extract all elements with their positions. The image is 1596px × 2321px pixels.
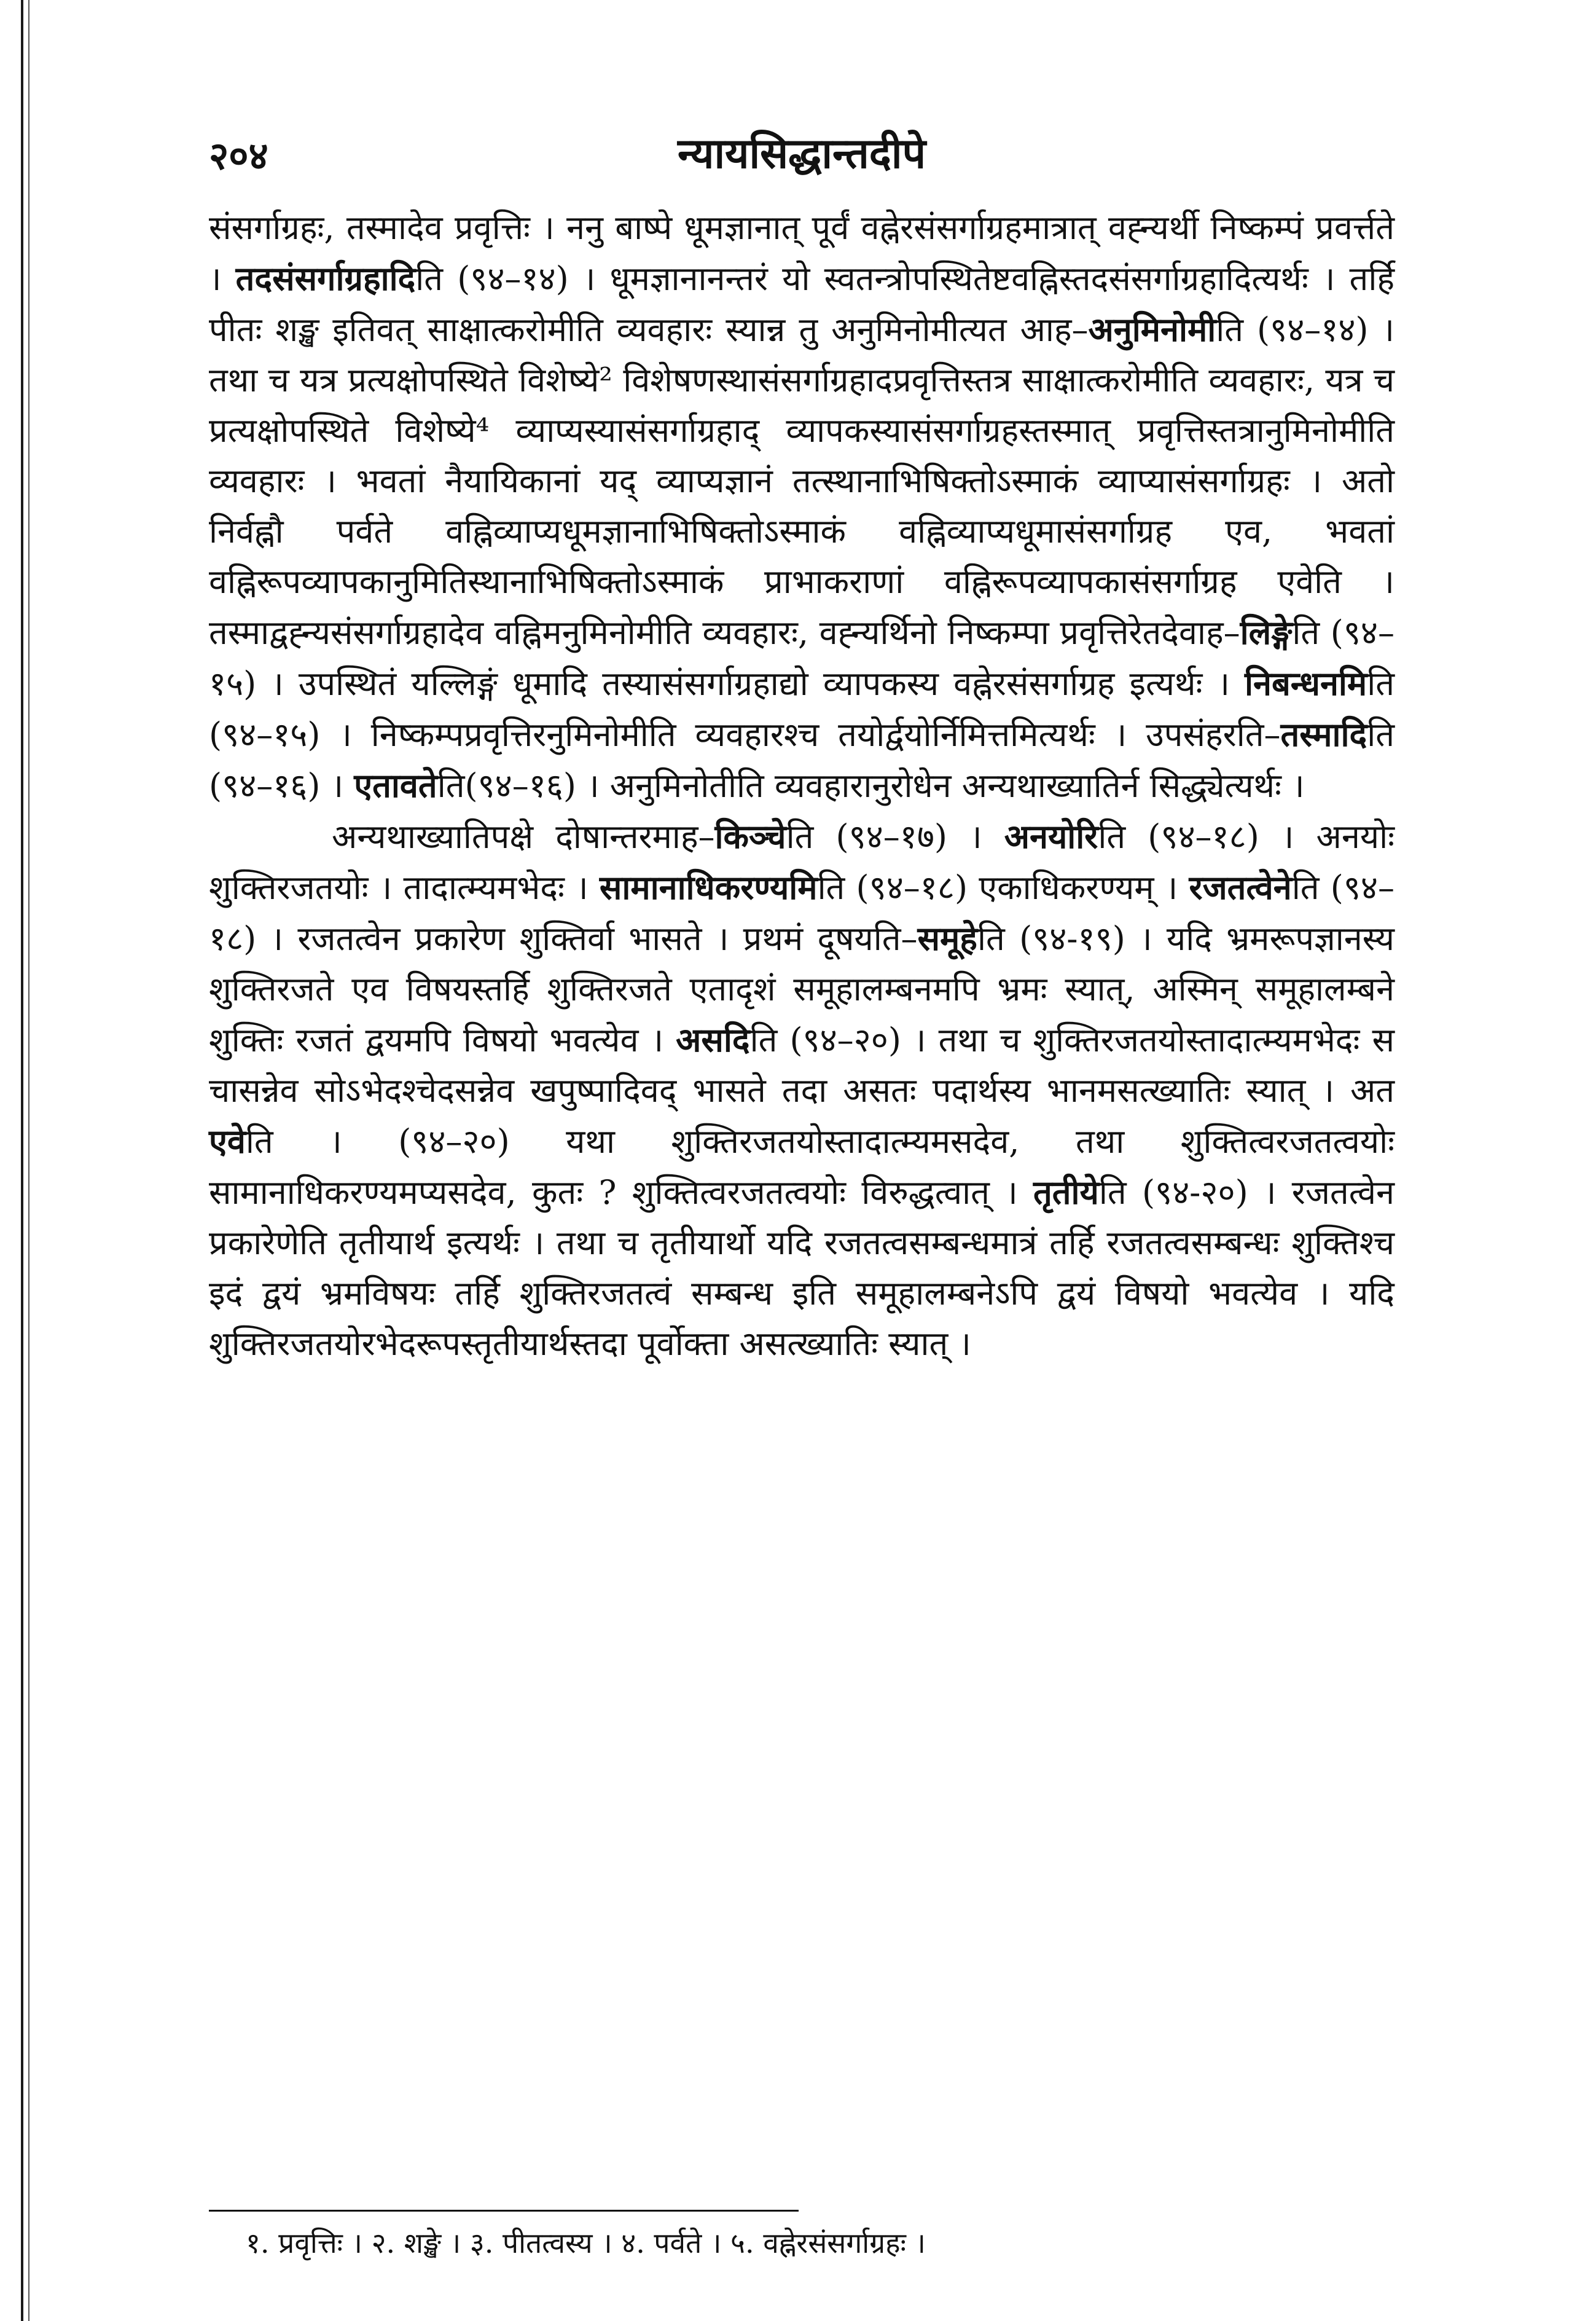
- text-segment: ति(९४–१६) । अनुमिनोतीति व्यवहारानुरोधेन अन्यथाख्यातिर्न सिद्ध्येत्यर्थः ।: [437, 766, 1305, 805]
- lemma-keyword: असदि: [676, 1020, 750, 1059]
- text-segment: ति (९४-२०) । रजतत्वेन प्रकारेणेति तृतीयार्थ इत्यर्थः । तथा च तृतीयार्थो यदि रजतत्वसम्बन्धमात्रं तर्हि रजतत्वसम्बन्धः शुक्तिश्च इदं द्वयं भ्रमविषयः तर्हि शुक्तिरजतत्वं सम्बन्ध इति समूहालम्बनेऽपि द्वयं विषयो भवत्येव । यदि शुक्तिरजतयोरभेदरूपस्तृतीयार्थस्तदा पूर्वोक्ता असत्ख्यातिः स्यात् ।: [209, 1173, 1395, 1363]
- text-segment: ति (९४–१४) । धूमज्ञानानन्तरं यो स्वतन्त्रोपस्थितेष्टवह्निस्तदसंसर्गाग्रहादित्यर्थः । तर्हि पीतः शङ्ख इतिवत् साक्षात्करोमीति व्यवहारः स्यान्न तु अनुमिनोमीत्यत आह–: [209, 259, 1395, 349]
- text-segment: ति । (९४–२०) यथा शुक्तिरजतयोस्तादात्म्यमसदेव, तथा शुक्तित्वरजतत्वयोः सामानाधिकरण्यमप्यसदेव, कुतः ? शुक्तित्वरजतत्वयोः विरुद्धत्वात् ।: [209, 1122, 1395, 1212]
- lemma-keyword: लिङ्गे: [1240, 613, 1293, 652]
- page-header: [209, 123, 1395, 190]
- running-title: न्यायसिद्धान्तदीपे: [677, 129, 926, 178]
- paragraph: [209, 203, 1395, 811]
- lemma-keyword: निबन्धनमि: [1245, 664, 1367, 703]
- footnote-divider: [209, 2210, 799, 2212]
- lemma-keyword: सामानाधिकरण्यमि: [599, 868, 818, 907]
- lemma-keyword: तस्मादि: [1280, 715, 1367, 754]
- page-binding-line-secondary: [28, 0, 29, 2321]
- text-segment: ति (९४–१७) ।: [786, 817, 1004, 856]
- text-segment: ति (९४–१८) । रजतत्वेन प्रकारेण शुक्तिर्वा भासते । प्रथमं दूषयति–: [209, 868, 1395, 958]
- page-number: २०४: [209, 133, 268, 178]
- lemma-keyword: समूहे: [917, 919, 977, 958]
- lemma-keyword: तदसंसर्गाग्रहादि: [235, 259, 416, 298]
- lemma-keyword: किञ्चे: [714, 817, 786, 856]
- main-text: [209, 203, 1395, 1369]
- footnotes: १. प्रवृत्तिः । २. शङ्खे । ३. पीतत्वस्य । ४. पर्वते । ५. वह्नेरसंसर्गाग्रहः ।: [246, 2226, 926, 2260]
- text-segment: संसर्गाग्रहः, तस्मादेव प्रवृत्तिः । ननु बाष्पे धूमज्ञानात् पूर्वं वह्नेरसंसर्गाग्रहमात्रात् वह्न्यर्थी निष्कम्पं प्रवर्त्तते ।: [209, 208, 1395, 298]
- text-segment: ति (९४–१८) । अनयोः शुक्तिरजतयोः । तादात्म्यमभेदः ।: [209, 817, 1395, 907]
- lemma-keyword: एतावते: [354, 766, 437, 805]
- text-segment: ति (९४-१९) । यदि भ्रमरूपज्ञानस्य शुक्तिरजते एव विषयस्तर्हि शुक्तिरजते एतादृशं समूहालम्बनमपि भ्रमः स्यात्, अस्मिन् समूहालम्बने शुक्तिः रजतं द्वयमपि विषयो भवत्येव ।: [209, 919, 1395, 1059]
- text-segment: ति (९४–१४) । तथा च यत्र प्रत्यक्षोपस्थिते विशेष्ये² विशेषणस्थासंसर्गाग्रहादप्रवृत्तिस्तत्र साक्षात्करोमीति व्यवहारः, यत्र च प्रत्यक्षोपस्थिते विशेष्ये⁴ व्याप्यस्यासंसर्गाग्रहाद् व्यापकस्यासंसर्गाग्रहस्तस्मात् प्रवृत्तिस्तत्रानुमिनोमीति व्यवहारः । भवतां नैयायिकानां यद् व्याप्यज्ञानं तत्स्थानाभिषिक्तोऽस्माकं व्याप्यासंसर्गाग्रहः । अतो निर्वह्नौ पर्वते वह्निव्याप्यधूमज्ञानाभिषिक्तोऽस्माकं वह्निव्याप्यधूमासंसर्गाग्रह एव, भवतां वह्निरूपव्यापकानुमितिस्थानाभिषिक्तोऽस्माकं प्राभाकराणां वह्निरूपव्यापकासंसर्गाग्रह एवेति । तस्माद्वह्न्यसंसर्गाग्रहादेव वह्निमनुमिनोमीति व्यवहारः, वह्न्यर्थिनो निष्कम्पा प्रवृत्तिरेतदेवाह–: [209, 310, 1395, 652]
- lemma-keyword: एवे: [209, 1121, 246, 1161]
- text-segment: ति (९४–१८) एकाधिकरण्यम् ।: [817, 868, 1189, 907]
- lemma-keyword: रजतत्वेने: [1189, 868, 1292, 907]
- lemma-keyword: अनुमिनोमी: [1088, 310, 1216, 349]
- lemma-keyword: अनयोरि: [1004, 817, 1098, 856]
- lemma-keyword: तृतीये: [1033, 1172, 1099, 1212]
- paragraph: [209, 811, 1395, 1369]
- text-segment: ति (९४–२०) । तथा च शुक्तिरजतयोस्तादात्म्यमभेदः स चासन्नेव सोऽभेदश्चेदसन्नेव खपुष्पादिवद् भासते तदा असतः पदार्थस्य भानमसत्ख्यातिः स्यात् । अत: [209, 1021, 1395, 1110]
- text-segment: ति (९४–१५) । उपस्थितं यल्लिङ्गं धूमादि तस्यासंसर्गाग्रहाद्यो व्यापकस्य वह्नेरसंसर्गाग्रह इत्यर्थः ।: [209, 613, 1395, 703]
- text-segment: अन्यथाख्यातिपक्षे दोषान्तरमाह–: [332, 817, 715, 856]
- text-segment: ति (९४–१५) । निष्कम्पप्रवृत्तिरनुमिनोमीति व्यवहारश्च तयोर्द्वयोर्निमित्तमित्यर्थः । उपसंहरति–: [209, 664, 1395, 754]
- text-segment: ति (९४–१६) ।: [209, 715, 1395, 805]
- page-binding-line: [21, 0, 23, 2321]
